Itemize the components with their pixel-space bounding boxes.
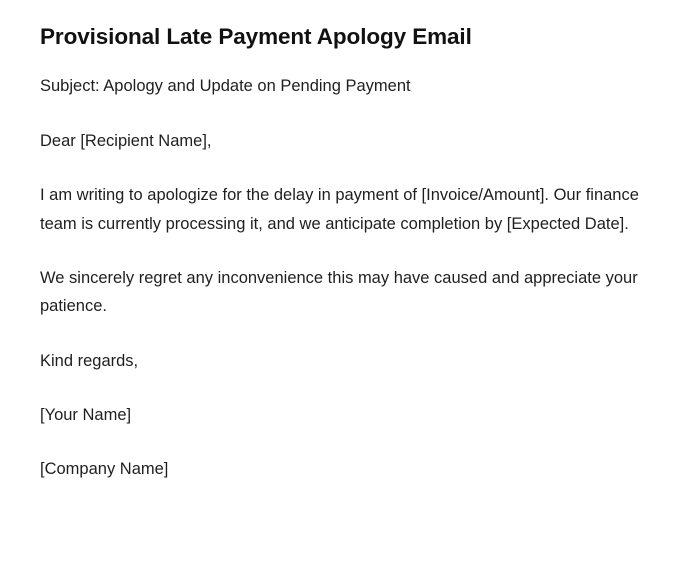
- page-title: Provisional Late Payment Apology Email: [40, 24, 472, 49]
- subject-line: Subject: Apology and Update on Pending Payment: [40, 77, 411, 96]
- signature-name: [Your Name]: [40, 406, 132, 424]
- salutation: Dear [Recipient Name],: [40, 131, 212, 150]
- signature-company: [Company Name]: [40, 460, 169, 479]
- body-paragraph-2: We sincerely regret any inconvenience this may have caused and appreciate your patience.: [40, 268, 638, 316]
- closing-line: Kind regards,: [40, 351, 139, 370]
- body-paragraph-1: I am writing to apologize for the delay in payment of [Invoice/Amount]. Our finance team is currently processing it, and we anticipate completion by [Expected Date].: [40, 186, 639, 233]
